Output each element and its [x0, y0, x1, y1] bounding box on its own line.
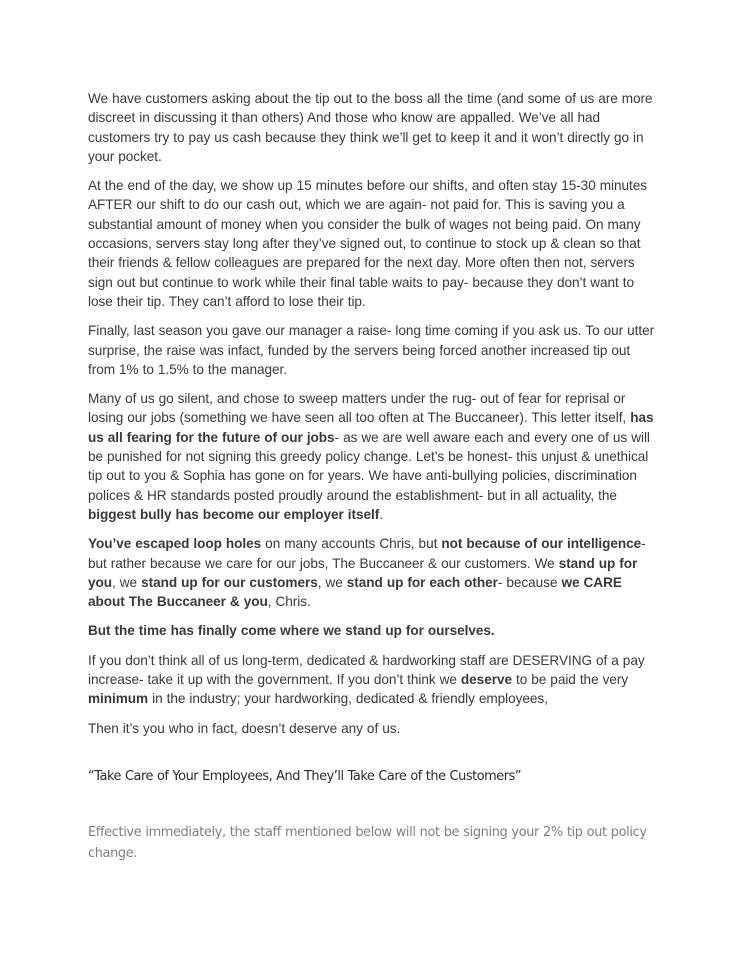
text-run: . — [379, 506, 383, 522]
text-run: - because — [497, 574, 562, 590]
text-run: Then it’s you who in fact, doesn’t deserve any of us. — [88, 720, 401, 736]
paragraph-1-body — [88, 89, 656, 166]
text-run: , we — [317, 574, 347, 590]
paragraph-10-muted — [88, 822, 656, 864]
paragraph-5-body — [88, 534, 656, 611]
text-run: - but rather because we care for our jobs, The Buccaneer & our customers. We — [88, 536, 646, 571]
paragraph-3-body — [88, 321, 656, 379]
paragraph-7-body — [88, 651, 656, 709]
text-run: Effective immediately, the staff mentioned below will not be signing your 2% tip out policy change. — [88, 825, 647, 862]
text-run: We have customers asking about the tip out to the boss all the time (and some of us are more discreet in discussing it than others) And those who know are appalled. We’ve all had customers try to pay us cash because they think we’ll get to keep it and it won’t directly go in your pocket. — [88, 91, 653, 164]
bold-text-run: biggest bully has become our employer itself — [88, 506, 380, 522]
text-run: “Take Care of Your Employees, And They’ll Take Care of the Customers” — [88, 768, 522, 784]
paragraph-2-body — [88, 176, 656, 311]
paragraph-6-body — [88, 621, 656, 640]
bold-text-run: has us all fearing for the future of our jobs — [88, 410, 654, 445]
bold-text-run: minimum — [88, 691, 149, 707]
text-run: Finally, last season you gave our manager a raise- long time coming if you ask us. To our utter surprise, the raise was infact, funded by the servers being forced another increased tip out from 1% to 1.5% to the manager. — [88, 323, 655, 377]
text-run: If you don’t think all of us long-term, dedicated & hardworking staff are DESERVING of a pay increase- take it up with the government. If you don’t think we — [88, 652, 645, 688]
text-run: - as we are well aware each and every one of us will be punished for not signing this greedy policy change. Let’s be honest- this unjust & unethical tip out to you & Sophia has gone on for years. We have anti-bullying policies, discrimination polices & HR standards posted proudly around the establishment- but in all actuality, the — [88, 429, 650, 503]
bold-text-run: stand up for our customers — [141, 574, 318, 590]
bold-text-run: not because of our intelligence — [441, 536, 642, 552]
bold-text-run: But the time has finally come where we stand up for ourselves. — [88, 623, 495, 639]
text-run: in the industry; your hardworking, dedicated & friendly employees, — [148, 691, 548, 707]
text-run: , we — [112, 574, 142, 590]
bold-text-run: stand up for you — [88, 555, 638, 590]
text-run: to be paid the very — [511, 672, 629, 688]
paragraph-9-quote — [88, 767, 656, 786]
bold-text-run: deserve — [460, 672, 512, 688]
paragraph-8-body — [88, 719, 656, 738]
text-run: on many accounts Chris, but — [261, 536, 442, 552]
text-run: Many of us go silent, and chose to sweep matters under the rug- out of fear for reprisal or losing our jobs (something we have seen all too often at The Buccaneer). This letter itself, — [88, 391, 631, 426]
text-run: , Chris. — [267, 594, 311, 610]
letter-body — [88, 89, 656, 864]
bold-text-run: we CARE about The Buccaneer & you — [88, 574, 622, 610]
bold-text-run: stand up for each other — [346, 574, 498, 590]
paragraph-4-body — [88, 389, 656, 524]
bold-text-run: You’ve escaped loop holes — [88, 536, 262, 552]
text-run: At the end of the day, we show up 15 minutes before our shifts, and often stay 15-30 minutes AFTER our shift to do our cash out, which we are again- not paid for. This is saving you a substantial amount of money when you consider the bulk of wages not being paid. On many occasions, servers stay long after they’ve signed out, to continue to stock up & clean so that their friends & fellow colleagues are prepared for the next day. More often then not, servers sign out but continue to work while their final table waits to pay- because they don’t want to lose their tip. They can’t afford to lose their tip. — [88, 178, 647, 309]
